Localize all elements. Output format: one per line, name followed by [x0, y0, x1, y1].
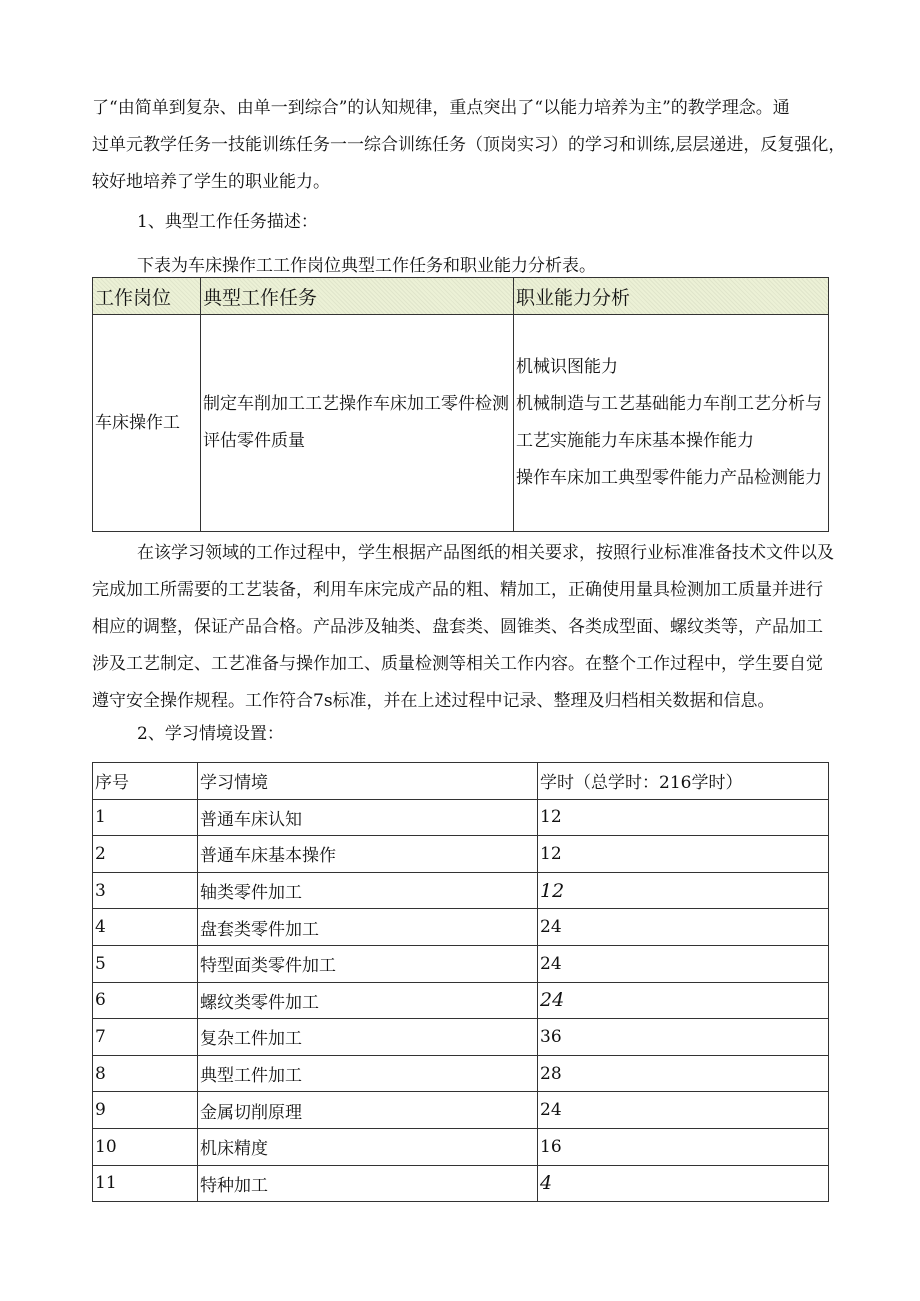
situation-name: 螺纹类零件加工 — [198, 982, 538, 1019]
situation-name: 特种加工 — [198, 1165, 538, 1202]
row-number: 7 — [93, 1019, 198, 1056]
row-number: 1 — [93, 799, 198, 836]
hours: 24 — [538, 1092, 829, 1129]
situation-name: 机床精度 — [198, 1128, 538, 1165]
task-line: 制定车削加工工艺操作车床加工零件检测 — [203, 394, 509, 414]
section1-heading: 1、典型工作任务描述： — [137, 212, 318, 232]
hours: 28 — [538, 1055, 829, 1092]
situation-name: 盘套类零件加工 — [198, 909, 538, 946]
situation-name: 复杂工件加工 — [198, 1019, 538, 1056]
header-abilities: 职业能力分析 — [514, 278, 829, 315]
section2-heading: 2、学习情境设置： — [137, 724, 284, 744]
para2-line-4: 涉及工艺制定、工艺准备与操作加工、质量检测等相关工作内容。在整个工作过程中，学生要自觉 — [92, 654, 823, 674]
table-header-row — [93, 763, 829, 800]
task-line: 评估零件质量 — [203, 431, 305, 451]
intro-line-2: 过单元教学任务一技能训练任务一一综合训练任务（顶岗实习）的学习和训练,层层递进，反复强化， — [92, 135, 846, 155]
ability-line: 工艺实施能力车床基本操作能力 — [516, 431, 754, 451]
header-hours: 学时（总学时：216学时） — [538, 763, 829, 800]
para2-line-2: 完成加工所需要的工艺装备，利用车床完成产品的粗、精加工，正确使用量具检测加工质量并进行 — [92, 580, 823, 600]
para2-line-5: 遵守安全操作规程。工作符合7s标准，并在上述过程中记录、整理及归档相关数据和信息。 — [92, 691, 775, 711]
table-row — [93, 1019, 829, 1056]
table-header-row — [93, 278, 829, 315]
table-row — [93, 945, 829, 982]
para2-line-1: 在该学习领域的工作过程中，学生根据产品图纸的相关要求，按照行业标准准备技术文件以及 — [137, 543, 834, 563]
intro-line-1: 了“由简单到复杂、由单一到综合”的认知规律，重点突出了“以能力培养为主”的教学理念。通 — [92, 98, 790, 118]
hours: 24 — [538, 982, 829, 1019]
table1-caption: 下表为车床操作工工作岗位典型工作任务和职业能力分析表。 — [137, 256, 596, 276]
hours: 12 — [538, 799, 829, 836]
row-number: 4 — [93, 909, 198, 946]
hours: 24 — [538, 909, 829, 946]
situation-name: 轴类零件加工 — [198, 872, 538, 909]
table-row — [93, 1165, 829, 1202]
ability-line: 机械识图能力 — [516, 357, 618, 377]
header-tasks: 典型工作任务 — [201, 278, 514, 315]
situation-name: 普通车床认知 — [198, 799, 538, 836]
post-cell: 车床操作工 — [93, 315, 201, 532]
row-number: 11 — [93, 1165, 198, 1202]
table-row — [93, 1128, 829, 1165]
hours: 24 — [538, 945, 829, 982]
row-number: 9 — [93, 1092, 198, 1129]
row-number: 2 — [93, 836, 198, 873]
hours: 12 — [538, 872, 829, 909]
para2-line-3: 相应的调整，保证产品合格。产品涉及轴类、盘套类、圆锥类、各类成型面、螺纹类等，产品加工 — [92, 617, 823, 637]
ability-line: 机械制造与工艺基础能力车削工艺分析与 — [516, 394, 822, 414]
table-row — [93, 1092, 829, 1129]
situation-name: 普通车床基本操作 — [198, 836, 538, 873]
row-number: 10 — [93, 1128, 198, 1165]
table-row — [93, 872, 829, 909]
job-task-table — [92, 277, 829, 532]
ability-line: 操作车床加工典型零件能力产品检测能力 — [516, 468, 822, 488]
table-row — [93, 982, 829, 1019]
intro-line-3: 较好地培养了学生的职业能力。 — [92, 172, 330, 192]
learning-situation-table — [92, 762, 829, 1202]
hours: 36 — [538, 1019, 829, 1056]
situation-name: 金属切削原理 — [198, 1092, 538, 1129]
row-number: 6 — [93, 982, 198, 1019]
row-number: 5 — [93, 945, 198, 982]
row-number: 3 — [93, 872, 198, 909]
situation-name: 典型工件加工 — [198, 1055, 538, 1092]
row-number: 8 — [93, 1055, 198, 1092]
table-row — [93, 909, 829, 946]
hours: 12 — [538, 836, 829, 873]
table-row — [93, 799, 829, 836]
hours: 4 — [538, 1165, 829, 1202]
header-no: 序号 — [93, 763, 198, 800]
table-row — [93, 1055, 829, 1092]
hours: 16 — [538, 1128, 829, 1165]
header-situation: 学习情境 — [198, 763, 538, 800]
abilities-cell — [514, 315, 829, 532]
situation-name: 特型面类零件加工 — [198, 945, 538, 982]
header-post: 工作岗位 — [93, 278, 201, 315]
table-row — [93, 836, 829, 873]
tasks-cell — [201, 315, 514, 532]
table-row — [93, 315, 829, 532]
